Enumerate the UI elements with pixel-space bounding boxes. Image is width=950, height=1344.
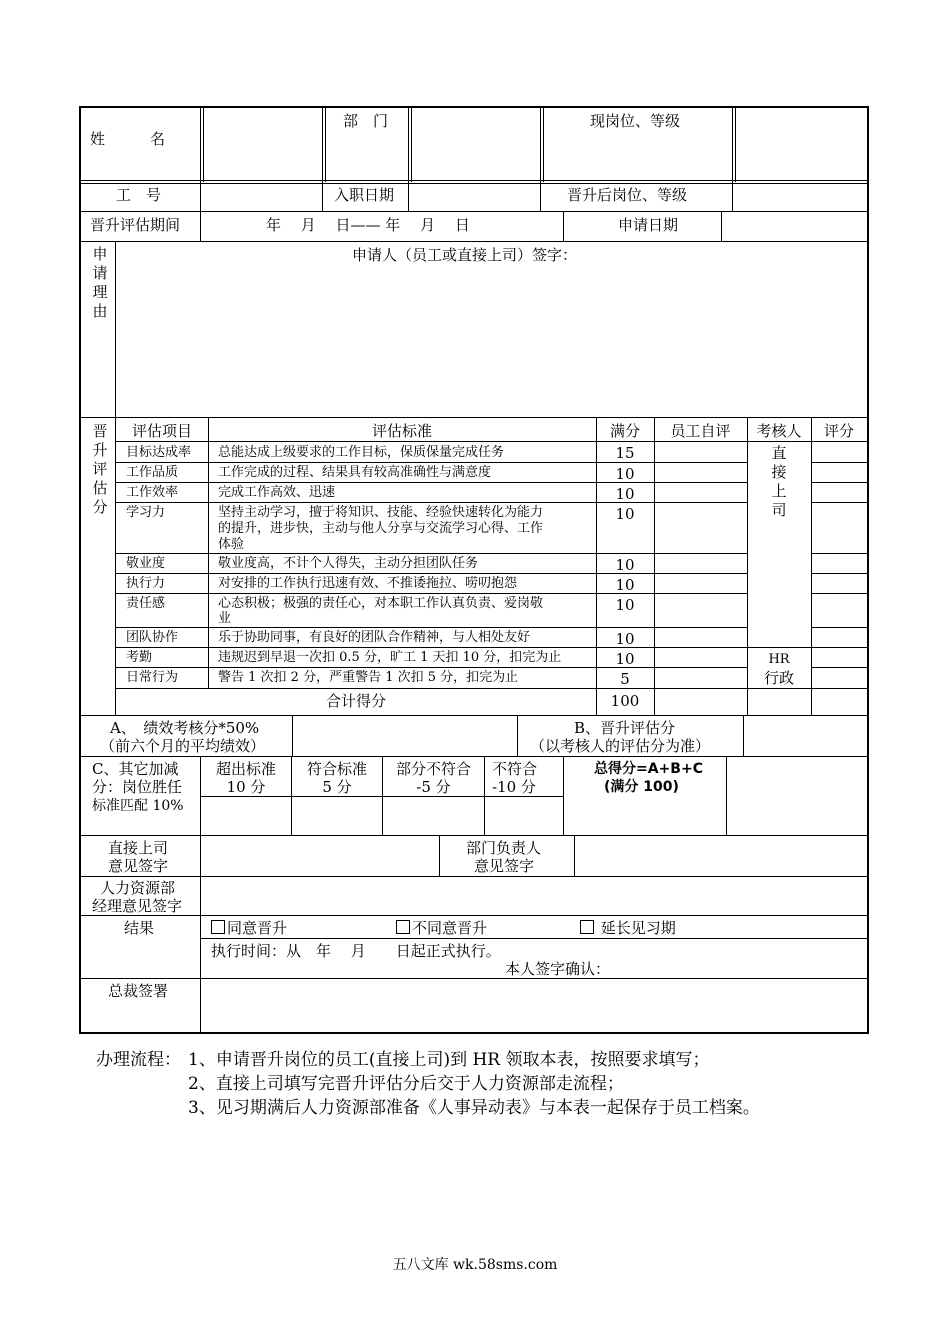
applicant-signature-label: 申请人（员工或直接上司）签字：: [352, 246, 578, 264]
reason-side-label: 申 请 理 由: [92, 245, 108, 320]
eval-item: 学习力: [126, 505, 166, 520]
evaluation-period-value: 年 月 日—— 年 月 日: [266, 216, 470, 234]
apply-date-label: 申请日期: [618, 216, 679, 234]
eval-standard: 违规迟到早退一次扣 0.5 分，旷工 1 天扣 10 分，扣完为止: [218, 650, 562, 665]
current-position-label: 现岗位、等级: [590, 112, 681, 130]
eval-standard: 乐于协助同事，有良好的团队合作精神，与人相处友好: [218, 630, 531, 645]
eval-standard: 完成工作高效、迅速: [218, 485, 336, 500]
eval-standard: 总能达成上级要求的工作目标，保质保量完成任务: [218, 445, 505, 460]
total-full-score: (满分 100): [604, 779, 679, 795]
result-option-extend-probation[interactable]: 延长见习期: [580, 919, 676, 938]
dept-head-signature-label: 意见签字: [474, 857, 535, 875]
result-option-approve[interactable]: 同意晋升: [211, 919, 287, 938]
eval-full-score: 15: [615, 444, 635, 462]
c-option-exceed-points: 10 分: [226, 778, 266, 796]
footer-watermark: 五八文库 wk.58sms.com: [392, 1257, 558, 1273]
eval-standard: 敬业度高，不计个人得失，主动分担团队任务: [218, 556, 479, 571]
self-signature-label: 本人签字确认：: [505, 960, 611, 978]
column-header-full-score: 满分: [609, 422, 640, 440]
eval-standard: 的提升，进步快，主动与他人分享与交流学习心得、工作: [218, 521, 544, 536]
eval-standard: 体验: [218, 537, 245, 552]
column-header-standard: 评估标准: [371, 422, 432, 440]
eval-item: 执行力: [126, 576, 166, 591]
score-a-note: （前六个月的平均绩效）: [100, 737, 266, 755]
result-option-reject[interactable]: 不同意晋升: [396, 919, 487, 938]
evaluation-period-label: 晋升评估期间: [90, 216, 181, 234]
eval-standard: 对安排的工作执行迅速有效、不推诿拖拉、唠叨抱怨: [218, 576, 518, 591]
c-option-meet: 符合标准: [306, 760, 367, 778]
column-header-reviewer: 考核人: [756, 422, 802, 440]
eval-item: 日常行为: [126, 670, 179, 685]
score-b-label: B、晋升评估分: [574, 719, 676, 737]
eval-item: 考勤: [126, 650, 153, 665]
column-header-item: 评估项目: [131, 422, 192, 440]
hr-manager-signature-label: 经理意见签字: [92, 897, 183, 915]
supervisor-opinion-label: 直接上司: [108, 839, 169, 857]
procedure-step: 1、申请晋升岗位的员工(直接上司)到 HR 领取本表，按照要求填写；: [188, 1050, 710, 1070]
department-label: 部 门: [343, 112, 389, 130]
eval-full-score: 10: [615, 576, 635, 594]
eval-full-score: 10: [615, 630, 635, 648]
score-c-label: C、其它加减: [92, 760, 179, 778]
total-score-label: 合计得分: [326, 692, 387, 710]
column-header-rating: 评分: [823, 422, 854, 440]
score-c-weight: 标准匹配 10%: [92, 798, 184, 814]
evaluation-side-label: 晋 升 评 估 分: [92, 422, 108, 516]
column-header-self-review: 员工自评: [670, 422, 731, 440]
eval-full-score: 10: [615, 505, 635, 523]
hire-date-label: 入职日期: [334, 186, 395, 204]
eval-full-score: 5: [620, 670, 630, 688]
ceo-signature-label: 总裁签署: [108, 982, 169, 1000]
c-option-partial: 部分不符合: [395, 760, 471, 778]
procedure-title: 办理流程：: [96, 1050, 181, 1070]
reviewer-hr-label: HR: [768, 652, 790, 667]
c-option-exceed: 超出标准: [215, 760, 276, 778]
execution-time-label: 执行时间：从 年 月 日起正式执行。: [211, 942, 501, 960]
eval-full-score: 10: [615, 485, 635, 503]
reviewer-admin-label: 行政: [763, 669, 794, 687]
eval-item: 工作效率: [126, 485, 179, 500]
c-option-meet-points: 5 分: [322, 778, 352, 796]
c-option-fail-points: -10 分: [492, 778, 536, 796]
name-label: 姓 名: [90, 130, 166, 148]
eval-full-score: 10: [615, 650, 635, 668]
dept-head-opinion-label: 部门负责人: [466, 839, 542, 857]
result-label: 结果: [124, 919, 155, 937]
procedure-step: 3、见习期满后人力资源部准备《人事异动表》与本表一起保存于员工档案。: [188, 1098, 760, 1118]
eval-item: 工作品质: [126, 465, 179, 480]
total-formula: 总得分=A+B+C: [594, 761, 703, 777]
eval-full-score: 10: [615, 596, 635, 614]
procedure-step: 2、直接上司填写完晋升评估分后交于人力资源部走流程；: [188, 1074, 624, 1094]
score-c-desc: 分：岗位胜任: [92, 778, 183, 796]
checkbox-icon: [580, 920, 594, 934]
eval-standard: 业: [218, 611, 232, 626]
eval-standard: 心态积极；极强的责任心，对本职工作认真负责、爱岗敬: [218, 596, 544, 611]
employee-id-label: 工 号: [116, 186, 162, 204]
supervisor-signature-label: 意见签字: [108, 857, 169, 875]
eval-item: 团队协作: [126, 630, 179, 645]
reviewer-supervisor-label: 直 接 上 司: [771, 444, 787, 519]
eval-standard: 工作完成的过程、结果具有较高准确性与满意度: [218, 465, 492, 480]
eval-full-score: 10: [615, 465, 635, 483]
score-a-label: A、 绩效考核分*50%: [110, 719, 260, 737]
eval-standard: 警告 1 次扣 2 分，严重警告 1 次扣 5 分，扣完为止: [218, 670, 519, 685]
checkbox-icon: [396, 920, 410, 934]
c-option-fail: 不符合: [492, 760, 538, 778]
eval-item: 目标达成率: [126, 445, 192, 460]
c-option-partial-points: -5 分: [416, 778, 451, 796]
eval-item: 敬业度: [126, 556, 166, 571]
checkbox-icon: [211, 920, 225, 934]
total-score-value: 100: [610, 692, 640, 710]
eval-standard: 坚持主动学习，擅于将知识、技能、经验快速转化为能力: [218, 505, 544, 520]
score-b-note: （以考核人的评估分为准）: [530, 737, 711, 755]
new-position-label: 晋升后岗位、等级: [567, 186, 688, 204]
hr-manager-label: 人力资源部: [100, 879, 176, 897]
eval-item: 责任感: [126, 596, 166, 611]
eval-full-score: 10: [615, 556, 635, 574]
